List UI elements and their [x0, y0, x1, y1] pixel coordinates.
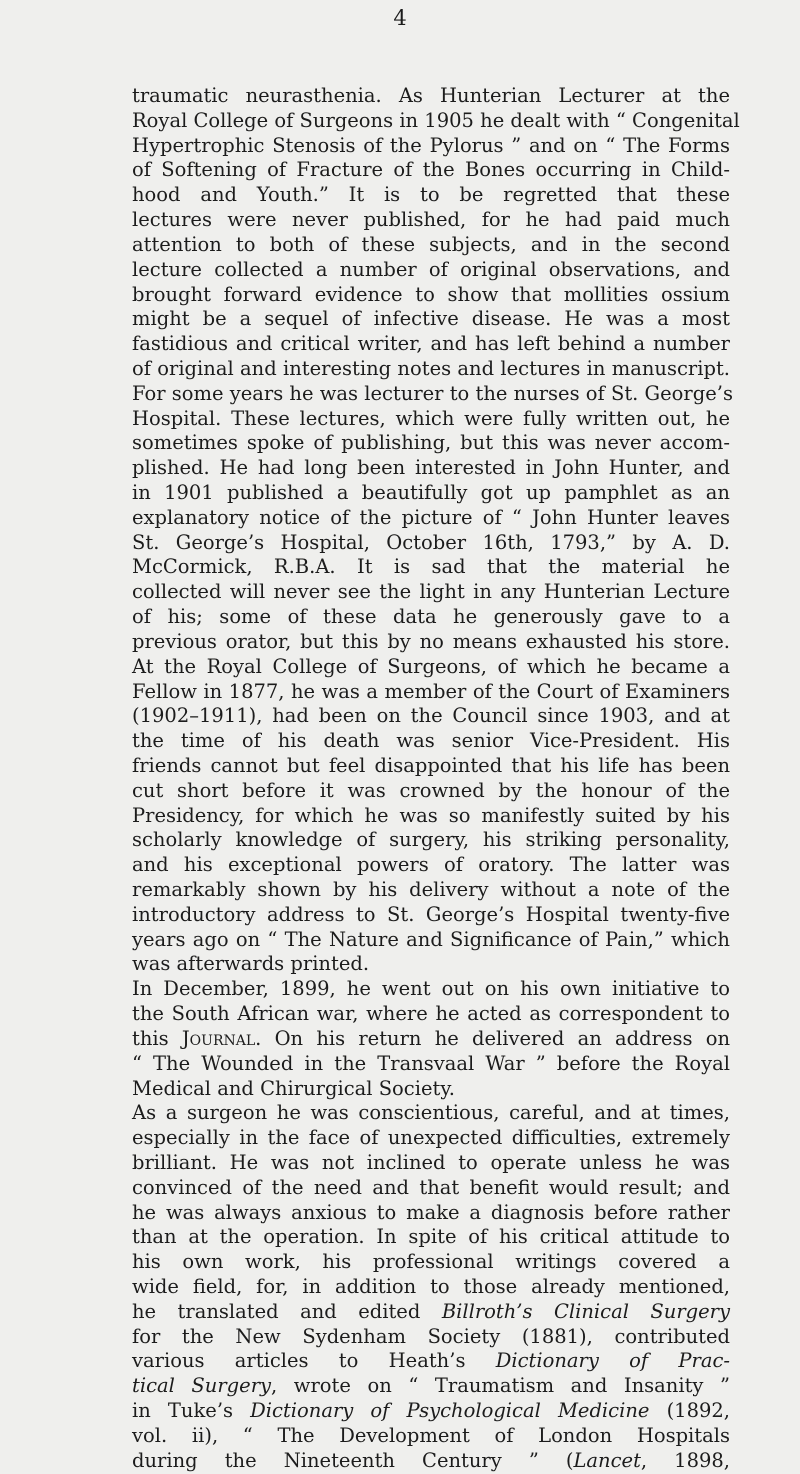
text-line: Fellow in 1877, he was a member of the Court of Examiners [132, 679, 730, 703]
text-line: collected will never see the light in any Hunterian Lecture [132, 580, 730, 604]
text-line: “ The Wounded in the Transvaal War ” before the Royal [132, 1051, 730, 1075]
body-text [132, 84, 740, 1474]
text-line: vol. ii), “ The Development of London Hospitals [132, 1423, 730, 1447]
text-line: Medical and Chirurgical Society. [132, 1076, 455, 1100]
text-line: convinced of the need and that benefit would result; and [132, 1175, 730, 1199]
text-line: years ago on “ The Nature and Significance of Pain,” which [132, 927, 730, 951]
text-line: brilliant. He was not inclined to operate unless he was [132, 1150, 730, 1174]
text-line: of his; some of these data he generously gave to a [132, 605, 730, 629]
text-line: Royal College of Surgeons in 1905 he dealt with “ Congenital [132, 108, 740, 132]
text-line: traumatic neurasthenia. As Hunterian Lecturer at the [132, 84, 730, 107]
text-line: than at the operation. In spite of his critical attitude to [132, 1225, 730, 1249]
text-line: Presidency, for which he was so manifestly suited by his [132, 803, 730, 827]
text-line: he was always anxious to make a diagnosis before rather [132, 1200, 730, 1224]
work-title: Dictionary of Psychological Medicine [250, 1399, 650, 1423]
text-line: for the New Sydenham Society (1881), contributed [132, 1324, 730, 1348]
text-line: in 1901 published a beautifully got up pamphlet as an [132, 481, 730, 504]
text-line: Hypertrophic Stenosis of the Pylorus ” and on “ The Forms [132, 133, 730, 157]
page-number: 4 [393, 6, 407, 30]
text-line: this Journal. On his return he delivered an address on [132, 1026, 730, 1050]
text-line: introductory address to St. George’s Hospital twenty-five [132, 902, 730, 926]
text-line: during the Nineteenth Century ” (Lancet, 1898, [132, 1448, 730, 1472]
text-line: the time of his death was senior Vice-President. His [132, 729, 730, 753]
text-line: St. George’s Hospital, October 16th, 1793,” by A. D. [132, 530, 730, 554]
text-line: McCormick, R.B.A. It is sad that the material he [132, 555, 730, 579]
text-line: lecture collected a number of original observations, and [132, 257, 730, 281]
text-line: of Softening of Fracture of the Bones occurring in Child- [132, 158, 730, 182]
work-title: Dictionary of Prac- [495, 1349, 730, 1373]
text-line: explanatory notice of the picture of “ John Hunter leaves [132, 505, 730, 529]
text-line: remarkably shown by his delivery without a note of the [132, 878, 730, 901]
text-line: his own work, his professional writings covered a [132, 1250, 730, 1274]
text-line: wide field, for, in addition to those already mentioned, [132, 1275, 730, 1298]
text-line: in Tuke’s Dictionary of Psychological Medicine (1892, [132, 1399, 730, 1423]
work-title: Billroth’s Clinical Surgery [441, 1299, 731, 1323]
text-line: previous orator, but this by no means exhausted his store. [132, 629, 730, 653]
text-line: scholarly knowledge of surgery, his striking personality, [132, 828, 730, 852]
text-line: At the Royal College of Surgeons, of which he became a [132, 654, 730, 678]
text-line: cut short before it was crowned by the honour of the [132, 778, 730, 802]
text-line: Hospital. These lectures, which were fully written out, he [132, 406, 730, 430]
text-line: As a surgeon he was conscientious, careful, and at times, [132, 1101, 730, 1125]
text-line: friends cannot but feel disappointed that his life has been [132, 753, 730, 777]
text-line: of original and interesting notes and lectures in manuscript. [132, 356, 730, 380]
text-line: hood and Youth.” It is to be regretted that these [132, 183, 730, 207]
text-line: (1902–1911), had been on the Council since 1903, and at [132, 704, 730, 728]
text-line: the South African war, where he acted as correspondent to [132, 1002, 730, 1026]
text-line: attention to both of these subjects, and in the second [132, 232, 730, 256]
text-line: he translated and edited Billroth’s Clinical Surgery [132, 1299, 731, 1323]
text-line: In December, 1899, he went out on his own initiative to [132, 977, 730, 1001]
text-line: lectures were never published, for he had paid much [132, 208, 730, 232]
text-line: and his exceptional powers of oratory. The latter was [132, 853, 730, 877]
work-title: Lancet [573, 1448, 641, 1472]
text-line: especially in the face of unexpected difficulties, extremely [132, 1126, 730, 1150]
text-line: tical Surgery, wrote on “ Traumatism and Insanity ” [132, 1374, 730, 1398]
text-line: might be a sequel of infective disease. He was a most [132, 307, 730, 331]
text-line: fastidious and critical writer, and has left behind a number [132, 332, 730, 356]
work-title: tical Surgery [132, 1374, 272, 1398]
text-line: brought forward evidence to show that mollities ossium [132, 282, 730, 306]
text-line: sometimes spoke of publishing, but this was never accom- [132, 431, 730, 455]
journal-name: Journal [181, 1026, 256, 1050]
text-line: various articles to Heath’s Dictionary of Prac- [132, 1349, 730, 1373]
text-line: For some years he was lecturer to the nurses of St. George’s [132, 381, 733, 405]
text-line: plished. He had long been interested in John Hunter, and [132, 456, 730, 480]
text-line: was afterwards printed. [132, 952, 370, 976]
